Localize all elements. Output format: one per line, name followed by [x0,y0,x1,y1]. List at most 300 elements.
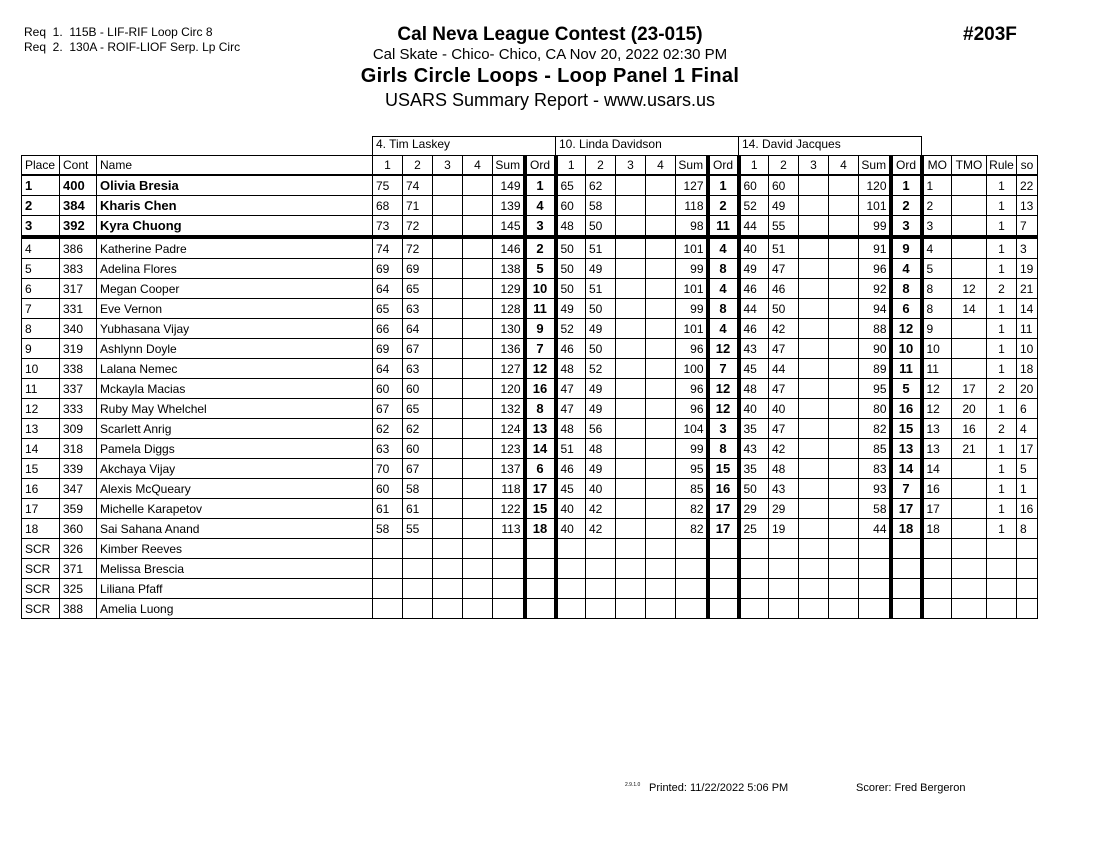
mo-cell: 14 [922,459,952,479]
mo-cell: 16 [922,479,952,499]
sum-cell: 104 [676,419,708,439]
report-subtitle: USARS Summary Report - www.usars.us [384,90,716,110]
so-cell: 18 [1017,359,1038,379]
score-1-cell [739,559,769,579]
score-1-cell: 25 [739,519,769,539]
score-1-cell [739,599,769,619]
skater-name-cell: Katherine Padre [97,237,373,259]
score-2-cell: 50 [586,339,616,359]
ordinal-cell: 9 [525,319,556,339]
tmo-cell: 21 [952,439,987,459]
score-3-cell [433,579,463,599]
ordinal-cell: 17 [708,519,739,539]
skater-name-cell: Adelina Flores [97,259,373,279]
so-cell: 13 [1017,196,1038,216]
score-2-cell: 44 [769,359,799,379]
col-score-3: 3 [433,156,463,176]
judge-header-row [22,137,1038,156]
results-table [21,136,1038,619]
score-2-cell: 49 [586,319,616,339]
rule-cell: 1 [987,196,1017,216]
place-cell: 15 [22,459,60,479]
score-3-cell [799,479,829,499]
col-score-2: 2 [769,156,799,176]
place-cell: 17 [22,499,60,519]
place-cell: 12 [22,399,60,419]
col-cont: Cont [60,156,97,176]
tmo-cell: 17 [952,379,987,399]
score-4-cell [463,539,493,559]
score-4-cell [463,599,493,619]
score-1-cell [373,599,403,619]
score-4-cell [829,419,859,439]
tmo-cell [952,599,987,619]
score-1-cell: 48 [556,216,586,238]
col-rule: Rule [987,156,1017,176]
score-1-cell: 50 [556,237,586,259]
skater-name-cell: Kyra Chuong [97,216,373,238]
score-3-cell [433,196,463,216]
skater-name-cell: Sai Sahana Anand [97,519,373,539]
score-4-cell [829,319,859,339]
so-cell: 8 [1017,519,1038,539]
score-1-cell: 66 [373,319,403,339]
ordinal-cell: 7 [891,479,922,499]
rule-cell: 2 [987,279,1017,299]
sum-cell [676,599,708,619]
ordinal-cell: 2 [708,196,739,216]
score-1-cell: 46 [739,279,769,299]
rule-cell: 1 [987,237,1017,259]
contestant-number-cell: 309 [60,419,97,439]
col-so: so [1017,156,1038,176]
score-1-cell: 47 [556,399,586,419]
skater-name-cell: Mckayla Macias [97,379,373,399]
tmo-cell [952,499,987,519]
ordinal-cell: 15 [525,499,556,519]
score-4-cell [646,439,676,459]
ordinal-cell: 3 [891,216,922,238]
place-cell: SCR [22,599,60,619]
table-row [22,339,1038,359]
requirements-list [24,25,240,55]
score-4-cell [646,196,676,216]
so-cell [1017,539,1038,559]
col-sum: Sum [859,156,891,176]
score-2-cell: 74 [403,175,433,196]
sum-cell: 92 [859,279,891,299]
ordinal-cell [525,539,556,559]
score-4-cell [646,599,676,619]
score-3-cell [433,439,463,459]
score-2-cell [586,579,616,599]
score-3-cell [799,319,829,339]
tmo-cell [952,459,987,479]
score-4-cell [463,339,493,359]
sum-cell: 136 [493,339,525,359]
score-4-cell [829,459,859,479]
ordinal-cell [891,559,922,579]
place-cell: 9 [22,339,60,359]
contestant-number-cell: 326 [60,539,97,559]
col-mo: MO [922,156,952,176]
ordinal-cell: 4 [708,279,739,299]
score-3-cell [433,419,463,439]
mo-cell: 12 [922,399,952,419]
score-1-cell: 46 [739,319,769,339]
score-4-cell [463,216,493,238]
score-3-cell [616,319,646,339]
sum-cell: 146 [493,237,525,259]
score-2-cell: 63 [403,359,433,379]
requirement-2: Req 2. 130A - ROIF-LIOF Serp. Lp Circ [24,40,241,54]
score-2-cell: 50 [586,299,616,319]
place-cell: 14 [22,439,60,459]
col-ord: Ord [891,156,922,176]
table-row [22,439,1038,459]
scorer-name: Scorer: Fred Bergeron [856,782,966,794]
score-3-cell [433,319,463,339]
tmo-cell [952,237,987,259]
contestant-number-cell: 383 [60,259,97,279]
ordinal-cell: 15 [891,419,922,439]
skater-name-cell: Melissa Brescia [97,559,373,579]
so-cell: 14 [1017,299,1038,319]
score-1-cell: 47 [556,379,586,399]
ordinal-cell: 4 [708,237,739,259]
sum-cell [676,539,708,559]
rule-cell: 1 [987,519,1017,539]
score-1-cell: 68 [373,196,403,216]
score-3-cell [433,559,463,579]
score-3-cell [616,339,646,359]
ordinal-cell: 3 [525,216,556,238]
sum-cell: 139 [493,196,525,216]
score-4-cell [646,359,676,379]
judge-3-name: 14. David Jacques [739,137,922,156]
score-4-cell [463,196,493,216]
skater-name-cell: Olivia Bresia [97,175,373,196]
so-cell: 11 [1017,319,1038,339]
score-2-cell: 72 [403,216,433,238]
score-1-cell: 48 [739,379,769,399]
score-2-cell: 55 [769,216,799,238]
ordinal-cell: 1 [525,175,556,196]
score-2-cell: 64 [403,319,433,339]
score-3-cell [616,479,646,499]
tmo-cell: 16 [952,419,987,439]
sum-cell: 122 [493,499,525,519]
score-3-cell [799,599,829,619]
contestant-number-cell: 340 [60,319,97,339]
score-2-cell: 63 [403,299,433,319]
score-3-cell [799,519,829,539]
score-2-cell: 65 [403,399,433,419]
score-4-cell [829,559,859,579]
score-1-cell: 50 [556,259,586,279]
contestant-number-cell: 371 [60,559,97,579]
rule-cell: 1 [987,339,1017,359]
score-3-cell [799,579,829,599]
ordinal-cell: 18 [525,519,556,539]
place-cell: 11 [22,379,60,399]
score-4-cell [829,175,859,196]
sum-cell: 123 [493,439,525,459]
rule-cell [987,599,1017,619]
column-header-row [22,156,1038,176]
mo-cell [922,559,952,579]
rule-cell: 1 [987,259,1017,279]
col-score-4: 4 [646,156,676,176]
rule-cell: 1 [987,439,1017,459]
so-cell: 19 [1017,259,1038,279]
score-2-cell: 19 [769,519,799,539]
score-2-cell: 40 [586,479,616,499]
score-2-cell [403,559,433,579]
score-2-cell: 51 [586,237,616,259]
score-4-cell [463,519,493,539]
sum-cell: 120 [493,379,525,399]
score-4-cell [463,175,493,196]
sum-cell [859,539,891,559]
skater-name-cell: Amelia Luong [97,599,373,619]
table-row [22,299,1038,319]
skater-name-cell: Kimber Reeves [97,539,373,559]
table-row [22,559,1038,579]
score-2-cell: 49 [769,196,799,216]
score-2-cell [769,599,799,619]
score-4-cell [646,339,676,359]
score-4-cell [646,519,676,539]
score-2-cell: 58 [403,479,433,499]
score-4-cell [829,279,859,299]
sum-cell: 137 [493,459,525,479]
score-1-cell: 60 [373,379,403,399]
contestant-number-cell: 339 [60,459,97,479]
score-4-cell [646,459,676,479]
table-row [22,196,1038,216]
ordinal-cell [525,579,556,599]
table-row [22,599,1038,619]
ordinal-cell: 14 [525,439,556,459]
ordinal-cell: 7 [525,339,556,359]
score-1-cell: 48 [556,419,586,439]
contestant-number-cell: 319 [60,339,97,359]
ordinal-cell: 8 [708,299,739,319]
col-score-4: 4 [463,156,493,176]
score-2-cell: 51 [769,237,799,259]
table-row [22,519,1038,539]
ordinal-cell: 12 [891,319,922,339]
rule-cell [987,559,1017,579]
score-3-cell [616,539,646,559]
rule-cell: 1 [987,359,1017,379]
score-2-cell: 47 [769,259,799,279]
mo-cell: 13 [922,439,952,459]
score-3-cell [433,459,463,479]
tmo-cell [952,479,987,499]
score-3-cell [616,599,646,619]
contestant-number-cell: 384 [60,196,97,216]
place-cell: 8 [22,319,60,339]
score-2-cell: 47 [769,339,799,359]
score-3-cell [616,419,646,439]
col-sum: Sum [676,156,708,176]
score-3-cell [799,419,829,439]
sum-cell: 82 [676,519,708,539]
rule-cell [987,579,1017,599]
mo-cell: 8 [922,299,952,319]
score-1-cell [556,579,586,599]
ordinal-cell: 12 [708,339,739,359]
score-1-cell: 45 [739,359,769,379]
score-4-cell [646,237,676,259]
score-4-cell [646,216,676,238]
score-1-cell: 65 [556,175,586,196]
so-cell: 6 [1017,399,1038,419]
score-2-cell: 49 [586,399,616,419]
rule-cell: 1 [987,399,1017,419]
sum-cell: 100 [676,359,708,379]
score-3-cell [799,439,829,459]
score-3-cell [616,499,646,519]
mo-cell: 3 [922,216,952,238]
score-2-cell: 71 [403,196,433,216]
mo-cell: 5 [922,259,952,279]
score-2-cell: 58 [586,196,616,216]
score-1-cell: 35 [739,419,769,439]
score-3-cell [799,237,829,259]
score-4-cell [829,216,859,238]
sum-cell: 138 [493,259,525,279]
score-4-cell [829,519,859,539]
place-cell: 10 [22,359,60,379]
mo-cell: 10 [922,339,952,359]
version-stamp: 2.9.1.0 [625,782,641,788]
ordinal-cell: 13 [891,439,922,459]
col-score-2: 2 [403,156,433,176]
rule-cell: 1 [987,459,1017,479]
skater-name-cell: Scarlett Anrig [97,419,373,439]
skater-name-cell: Pamela Diggs [97,439,373,459]
place-cell: SCR [22,559,60,579]
rule-cell: 2 [987,419,1017,439]
skater-name-cell: Yubhasana Vijay [97,319,373,339]
score-4-cell [463,479,493,499]
score-4-cell [463,259,493,279]
score-4-cell [463,299,493,319]
sum-cell: 85 [676,479,708,499]
score-3-cell [799,216,829,238]
score-4-cell [829,339,859,359]
score-3-cell [799,196,829,216]
table-row [22,459,1038,479]
so-cell: 22 [1017,175,1038,196]
ordinal-cell: 12 [708,379,739,399]
score-4-cell [829,439,859,459]
score-1-cell: 63 [373,439,403,459]
score-1-cell: 40 [739,237,769,259]
contestant-number-cell: 359 [60,499,97,519]
sum-cell: 127 [676,175,708,196]
mo-cell: 18 [922,519,952,539]
rule-cell [987,539,1017,559]
sum-cell: 129 [493,279,525,299]
score-4-cell [463,439,493,459]
score-2-cell [586,539,616,559]
table-row [22,216,1038,238]
score-2-cell [586,599,616,619]
score-3-cell [799,379,829,399]
score-1-cell: 46 [556,339,586,359]
score-3-cell [616,196,646,216]
score-3-cell [616,259,646,279]
score-1-cell [373,579,403,599]
score-3-cell [616,237,646,259]
sum-cell: 132 [493,399,525,419]
judge-2-name: 10. Linda Davidson [556,137,739,156]
ordinal-cell [525,559,556,579]
ordinal-cell: 13 [525,419,556,439]
score-4-cell [646,319,676,339]
ordinal-cell: 10 [891,339,922,359]
score-2-cell: 49 [586,379,616,399]
score-3-cell [433,379,463,399]
so-cell [1017,579,1038,599]
mo-cell: 9 [922,319,952,339]
score-2-cell: 61 [403,499,433,519]
contestant-number-cell: 318 [60,439,97,459]
score-1-cell: 61 [373,499,403,519]
mo-cell: 11 [922,359,952,379]
score-1-cell: 40 [739,399,769,419]
score-1-cell: 58 [373,519,403,539]
so-cell: 10 [1017,339,1038,359]
ordinal-cell: 15 [708,459,739,479]
score-2-cell [403,579,433,599]
ordinal-cell: 11 [708,216,739,238]
score-4-cell [646,559,676,579]
table-row [22,319,1038,339]
score-2-cell: 29 [769,499,799,519]
score-3-cell [616,519,646,539]
so-cell: 17 [1017,439,1038,459]
score-2-cell: 60 [403,379,433,399]
score-4-cell [646,379,676,399]
sum-cell: 113 [493,519,525,539]
score-1-cell: 50 [739,479,769,499]
sum-cell [859,579,891,599]
ordinal-cell: 6 [891,299,922,319]
rule-cell: 1 [987,175,1017,196]
score-2-cell: 60 [403,439,433,459]
sum-cell: 101 [676,319,708,339]
tmo-cell [952,216,987,238]
rule-cell: 1 [987,299,1017,319]
tmo-cell [952,539,987,559]
score-4-cell [829,237,859,259]
score-1-cell: 29 [739,499,769,519]
rule-cell: 1 [987,319,1017,339]
col-score-1: 1 [556,156,586,176]
score-4-cell [463,359,493,379]
tmo-cell [952,339,987,359]
score-1-cell: 64 [373,359,403,379]
score-2-cell [769,539,799,559]
score-4-cell [829,399,859,419]
table-row [22,175,1038,196]
ordinal-cell: 5 [891,379,922,399]
